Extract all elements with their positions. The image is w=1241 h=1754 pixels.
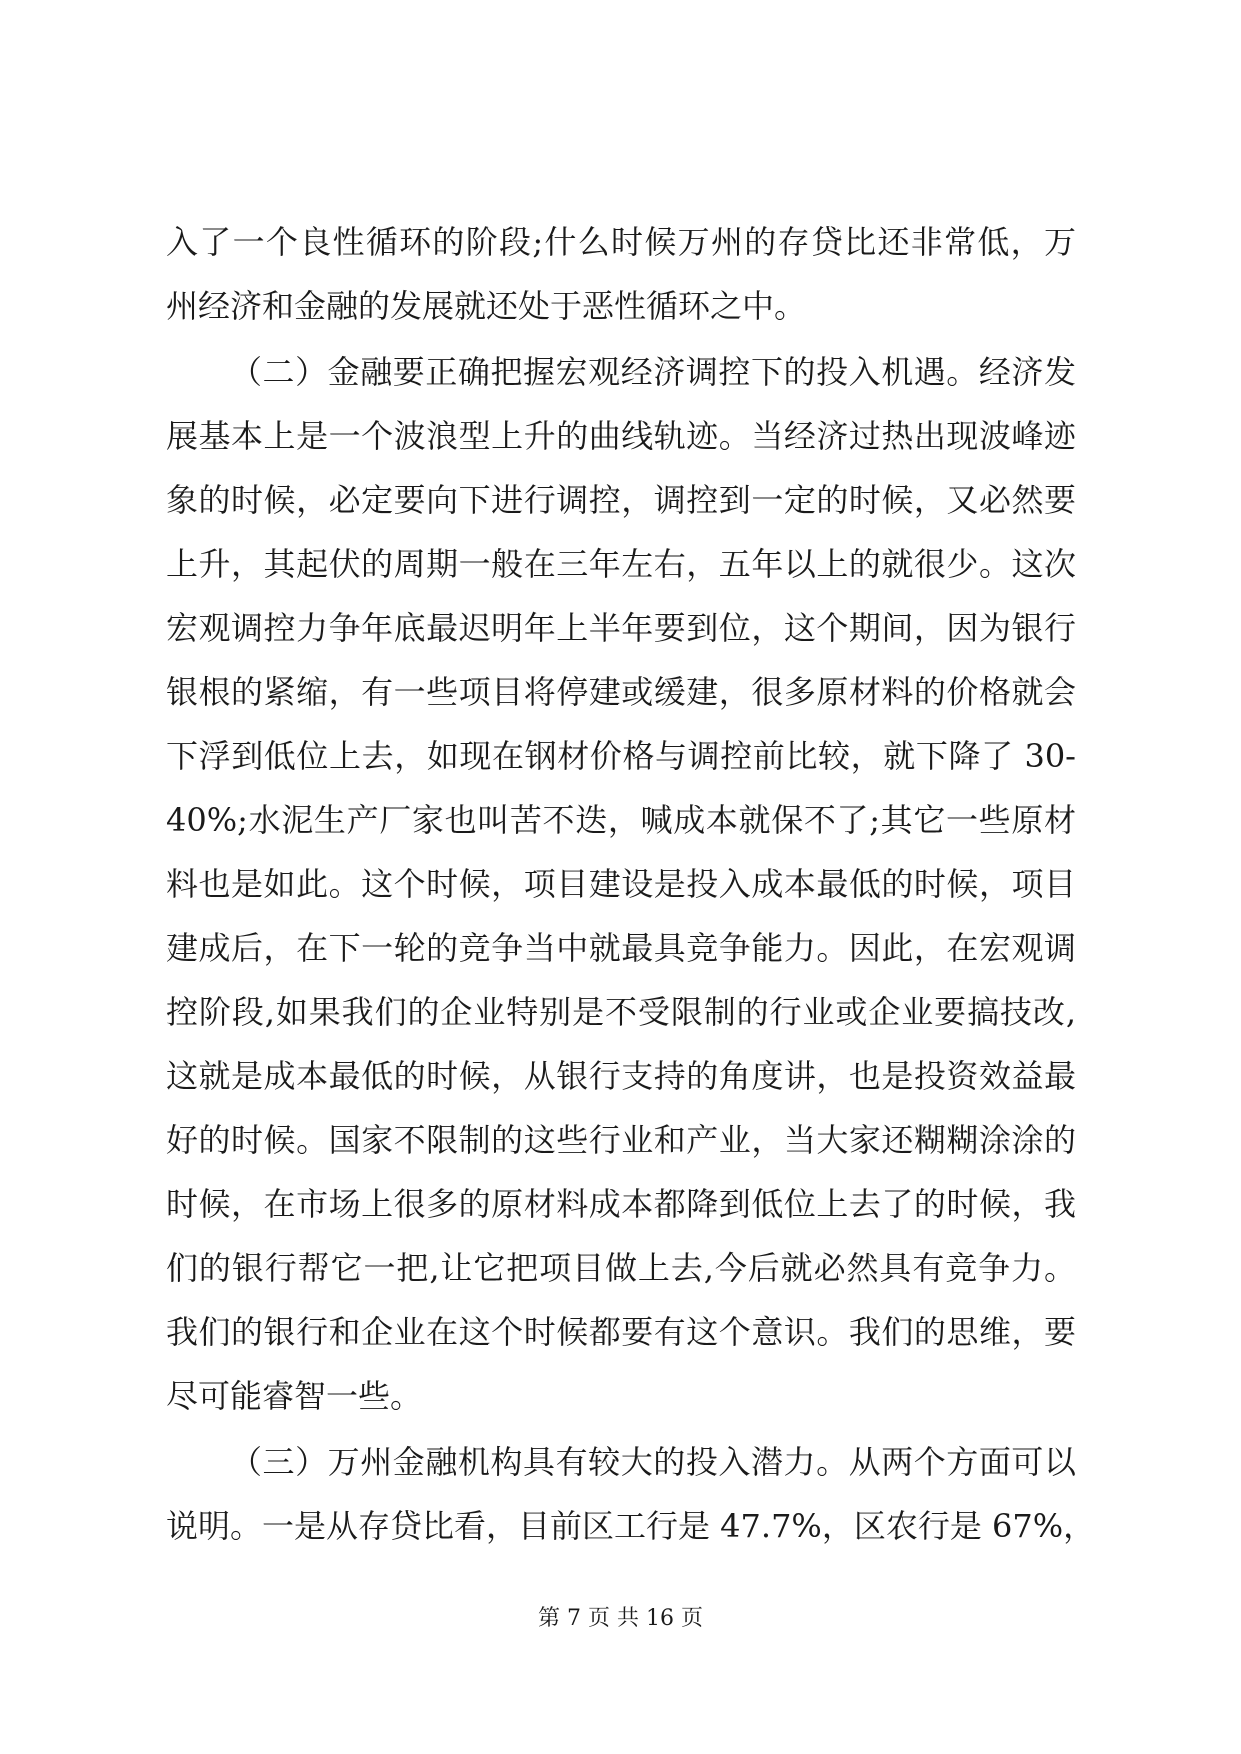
body-line-12: 建成后，在下一轮的竞争当中就最具竞争能力。因此，在宏观调 — [166, 929, 1076, 967]
body-line-5: 象的时候，必定要向下进行调控，调控到一定的时候，又必然要 — [166, 481, 1076, 519]
page-number-footer: 第 7 页 共 16 页 — [538, 1606, 703, 1631]
body-line-8: 银根的紧缩，有一些项目将停建或缓建，很多原材料的价格就会 — [166, 673, 1076, 711]
body-line-6: 上升，其起伏的周期一般在三年左右，五年以上的就很少。这次 — [166, 545, 1076, 583]
body-line-2: 州经济和金融的发展就还处于恶性循环之中。 — [166, 287, 807, 325]
section-heading-2: （二）金融要正确把握宏观经济调控下的投入机遇。经济发 — [230, 353, 1076, 391]
body-line-13: 控阶段,如果我们的企业特别是不受限制的行业或企业要搞技改, — [166, 993, 1076, 1031]
body-line-4: 展基本上是一个波浪型上升的曲线轨迹。当经济过热出现波峰迹 — [166, 417, 1076, 455]
section-heading-3: （三）万州金融机构具有较大的投入潜力。从两个方面可以 — [230, 1443, 1076, 1481]
body-line-7: 宏观调控力争年底最迟明年上半年要到位，这个期间，因为银行 — [166, 609, 1076, 647]
body-line-1: 入了一个良性循环的阶段;什么时候万州的存贷比还非常低，万 — [166, 223, 1076, 261]
body-line-21: 说明。一是从存贷比看，目前区工行是 47.7%，区农行是 67%， — [166, 1507, 1096, 1545]
body-line-10: 40%;水泥生产厂家也叫苦不迭，喊成本就保不了;其它一些原材 — [166, 801, 1076, 839]
body-line-15: 好的时候。国家不限制的这些行业和产业，当大家还糊糊涂涂的 — [166, 1121, 1076, 1159]
body-line-9: 下浮到低位上去，如现在钢材价格与调控前比较，就下降了 30- — [166, 737, 1076, 775]
body-line-17: 们的银行帮它一把,让它把项目做上去,今后就必然具有竞争力。 — [166, 1249, 1076, 1287]
body-line-11: 料也是如此。这个时候，项目建设是投入成本最低的时候，项目 — [166, 865, 1076, 903]
body-line-18: 我们的银行和企业在这个时候都要有这个意识。我们的思维，要 — [166, 1313, 1076, 1351]
body-line-19: 尽可能睿智一些。 — [166, 1377, 423, 1415]
body-line-16: 时候，在市场上很多的原材料成本都降到低位上去了的时候，我 — [166, 1185, 1076, 1223]
body-line-14: 这就是成本最低的时候，从银行支持的角度讲，也是投资效益最 — [166, 1057, 1076, 1095]
